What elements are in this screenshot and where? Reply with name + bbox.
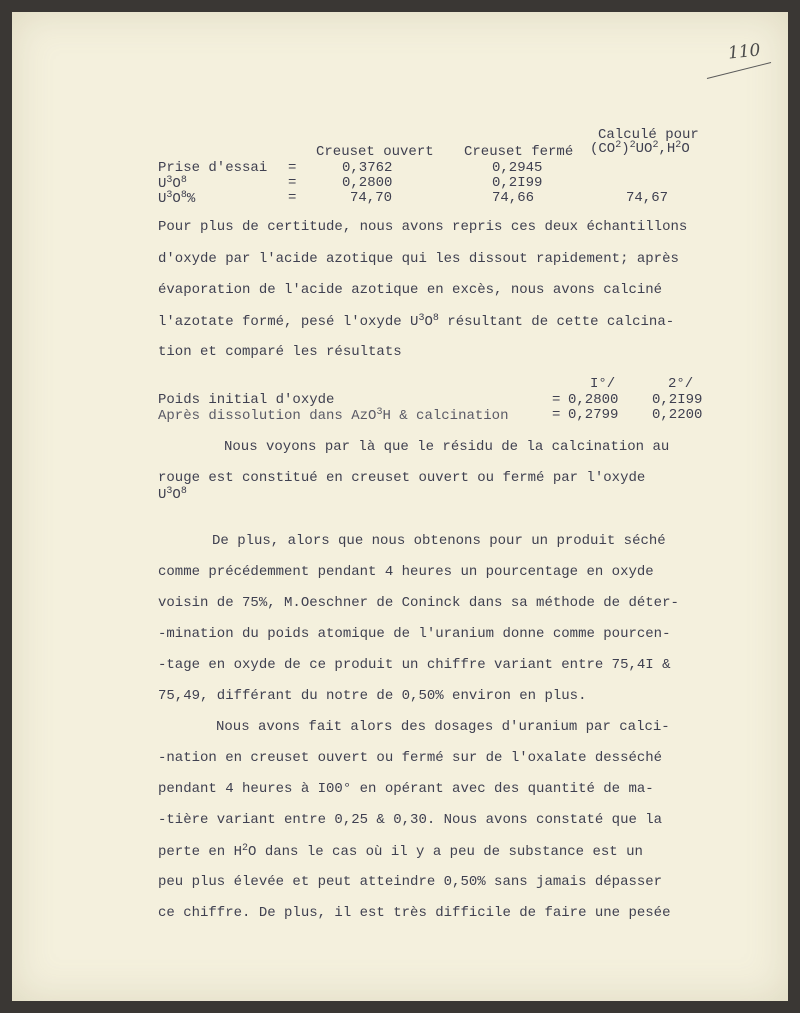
table2-header-2: 2°/ (668, 376, 694, 392)
para4-line5: perte en $H^2O$ dans le cas où il y a peu de substance est un (158, 843, 643, 860)
table2-row2-v1: 0,2799 (568, 407, 619, 423)
para3-line2: comme précédemment pendant 4 heures un pourcentage en oxyde (158, 564, 654, 580)
table1-row3-c3: 74,67 (626, 190, 669, 206)
para1-line2: d'oxyde par l'acide azotique qui les dissout rapidement; après (158, 251, 679, 267)
table1-header-col3-line1: Calculé pour (598, 127, 699, 143)
table1-row1-label: Prise d'essai (158, 160, 268, 176)
para4-line4: -tière variant entre 0,25 & 0,30. Nous avons constaté que la (158, 812, 663, 828)
table1-header-col2: Creuset fermé (464, 144, 574, 160)
table1-row1-c1: 0,3762 (342, 160, 393, 176)
table2-row1-label: Poids initial d'oxyde (158, 392, 335, 408)
table1-row3-label: $U^3O^8\%$ (158, 190, 196, 207)
para4-line3: pendant 4 heures à I00° en opérant avec des quantité de ma- (158, 781, 654, 797)
table1-row2-c2: 0,2I99 (492, 175, 543, 191)
para4-line6: peu plus élevée et peut atteindre 0,50% sans jamais dépasser (158, 874, 663, 890)
para4-line7: ce chiffre. De plus, il est très difficile de faire une pesée (158, 905, 671, 921)
para3-line1: De plus, alors que nous obtenons pour un produit séché (212, 533, 666, 549)
table2-row1-v1: 0,2800 (568, 392, 619, 408)
para3-line5: -tage en oxyde de ce produit un chiffre variant entre 75,4I & (158, 657, 671, 673)
para1-line1: Pour plus de certitude, nous avons repris ces deux échantillons (158, 219, 688, 235)
para1-line4: l'azotate formé, pesé l'oxyde $U^3O^8$ résultant de cette calcina- (158, 313, 675, 330)
table2-row2-eq: = (552, 407, 561, 423)
folio-number: 110 (727, 40, 762, 64)
table2-row1-eq: = (552, 392, 561, 408)
table2-row2-label: Après dissolution dans AzO$^3$H & calcination (158, 407, 509, 424)
table1-row1-c2: 0,2945 (492, 160, 543, 176)
table1-row1-eq: = (288, 160, 297, 176)
table1-header-col3-line2: $(CO^2)^2UO^2,H^2O$ (590, 140, 690, 157)
table2-row2-v2: 0,2200 (652, 407, 703, 423)
table1-header-col1: Creuset ouvert (316, 144, 434, 160)
para2-line1: Nous voyons par là que le résidu de la calcination au (224, 439, 670, 455)
para3-line3: voisin de 75%, M.Oeschner de Coninck dans sa méthode de déter- (158, 595, 679, 611)
para4-line1: Nous avons fait alors des dosages d'uranium par calci- (216, 719, 670, 735)
table1-row2-label: $U^3O^8$ (158, 175, 187, 192)
table1-row3-eq: = (288, 190, 297, 206)
table2-header-1: I°/ (590, 376, 616, 392)
table2-row1-v2: 0,2I99 (652, 392, 703, 408)
table1-row3-c2: 74,66 (492, 190, 535, 206)
para1-line5: tion et comparé les résultats (158, 344, 402, 360)
para2-line2: rouge est constitué en creuset ouvert ou fermé par l'oxyde (158, 470, 646, 486)
table1-row2-eq: = (288, 175, 297, 191)
table1-row3-c1: 74,70 (350, 190, 393, 206)
para3-line4: -mination du poids atomique de l'uranium donne comme pourcen- (158, 626, 671, 642)
table1-row2-c1: 0,2800 (342, 175, 393, 191)
para2-formula: $U^3O^8$ (158, 486, 187, 503)
para3-line6: 75,49, différant du notre de 0,50% environ en plus. (158, 688, 587, 704)
para4-line2: -nation en creuset ouvert ou fermé sur de l'oxalate desséché (158, 750, 663, 766)
folio-underline (707, 62, 771, 79)
para1-line3: évaporation de l'acide azotique en excès, nous avons calciné (158, 282, 663, 298)
document-page (12, 12, 788, 1001)
